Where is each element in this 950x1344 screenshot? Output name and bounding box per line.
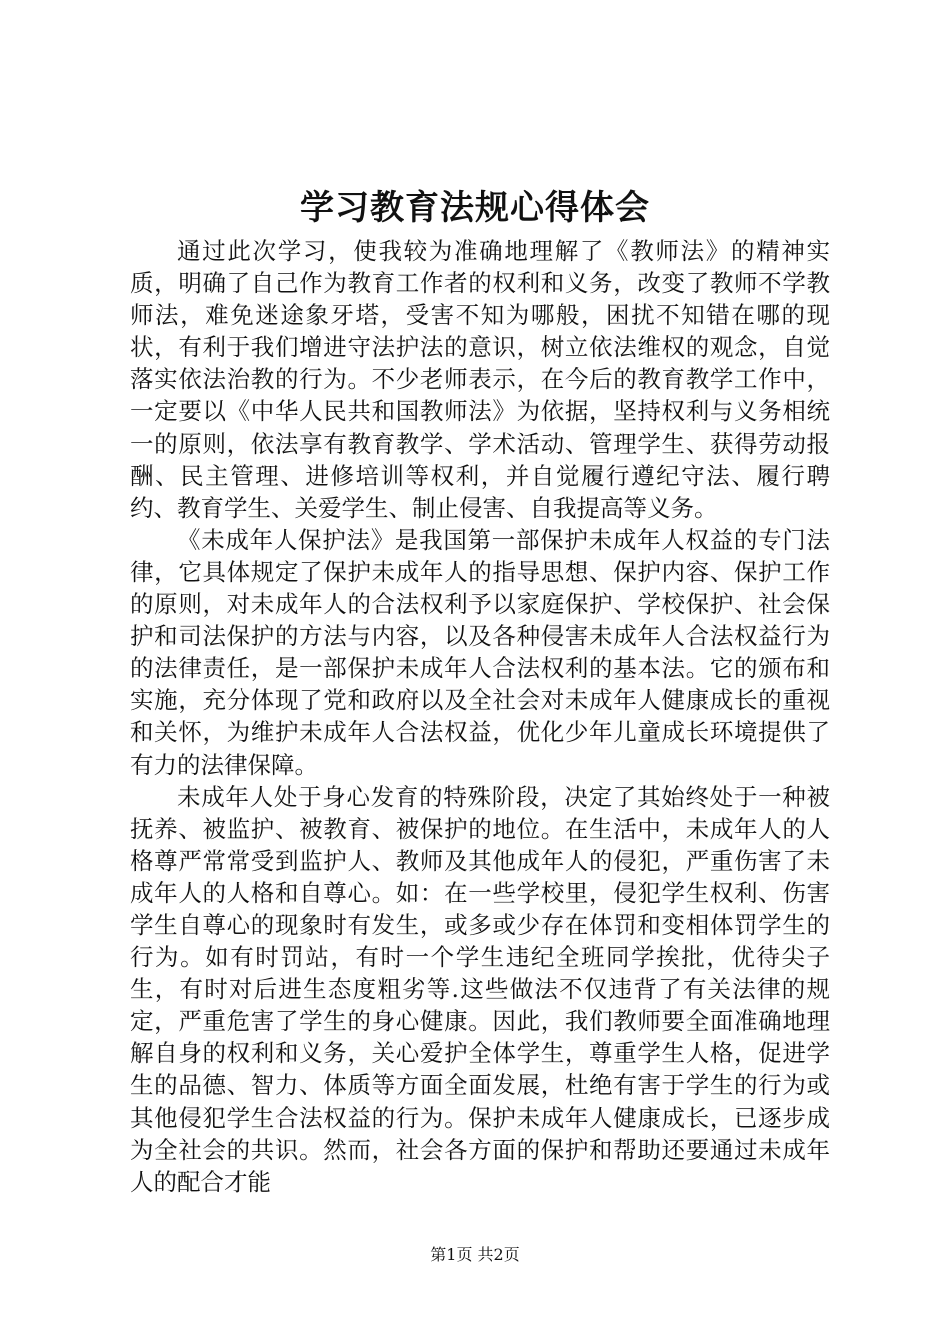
document-title: 学习教育法规心得体会	[300, 188, 650, 228]
paragraph-1: 通过此次学习，使我较为准确地理解了《教师法》的精神实质，明确了自己作为教育工作者的权利和义务，改变了教师不学教师法，难免迷途象牙塔，受害不知为哪般，困扰不知错在哪的现状，有利于我们增进守法护法的意识，树立依法维权的观念，自觉落实依法治教的行为。不少老师表示，在今后的教育教学工作中，一定要以《中华人民共和国教师法》为依据，坚持权利与义务相统一的原则，依法享有教育教学、学术活动、管理学生、获得劳动报酬、民主管理、进修培训等权利，并自觉履行遵纪守法、履行聘约、教育学生、关爱学生、制止侵害、自我提高等义务。	[130, 237, 830, 522]
page-footer: 第1页 共2页	[430, 1245, 520, 1264]
document-body	[130, 235, 830, 1198]
paragraph-2: 《未成年人保护法》是我国第一部保护未成年人权益的专门法律，它具体规定了保护未成年人的指导思想、保护内容、保护工作的原则，对未成年人的合法权利予以家庭保护、学校保护、社会保护和司法保护的方法与内容，以及各种侵害未成年人合法权益行为的法律责任，是一部保护未成年人合法权利的基本法。它的颁布和实施，充分体现了党和政府以及全社会对未成年人健康成长的重视和关怀，为维护未成年人合法权益，优化少年儿童成长环境提供了有力的法律保障。	[130, 525, 830, 779]
paragraph-3: 未成年人处于身心发育的特殊阶段，决定了其始终处于一种被抚养、被监护、被教育、被保护的地位。在生活中，未成年人的人格尊严常常受到监护人、教师及其他成年人的侵犯，严重伤害了未成年人的人格和自尊心。如：在一些学校里，侵犯学生权利、伤害学生自尊心的现象时有发生，或多或少存在体罚和变相体罚学生的行为。如有时罚站，有时一个学生违纪全班同学挨批，优待尖子生，有时对后进生态度粗劣等.这些做法不仅违背了有关法律的规定，严重危害了学生的身心健康。因此，我们教师要全面准确地理解自身的权利和义务，关心爱护全体学生，尊重学生人格，促进学生的品德、智力、体质等方面全面发展，杜绝有害于学生的行为或其他侵犯学生合法权益的行为。保护未成年人健康成长，已逐步成为全社会的共识。然而，社会各方面的保护和帮助还要通过未成年人的配合才能	[130, 782, 830, 1196]
